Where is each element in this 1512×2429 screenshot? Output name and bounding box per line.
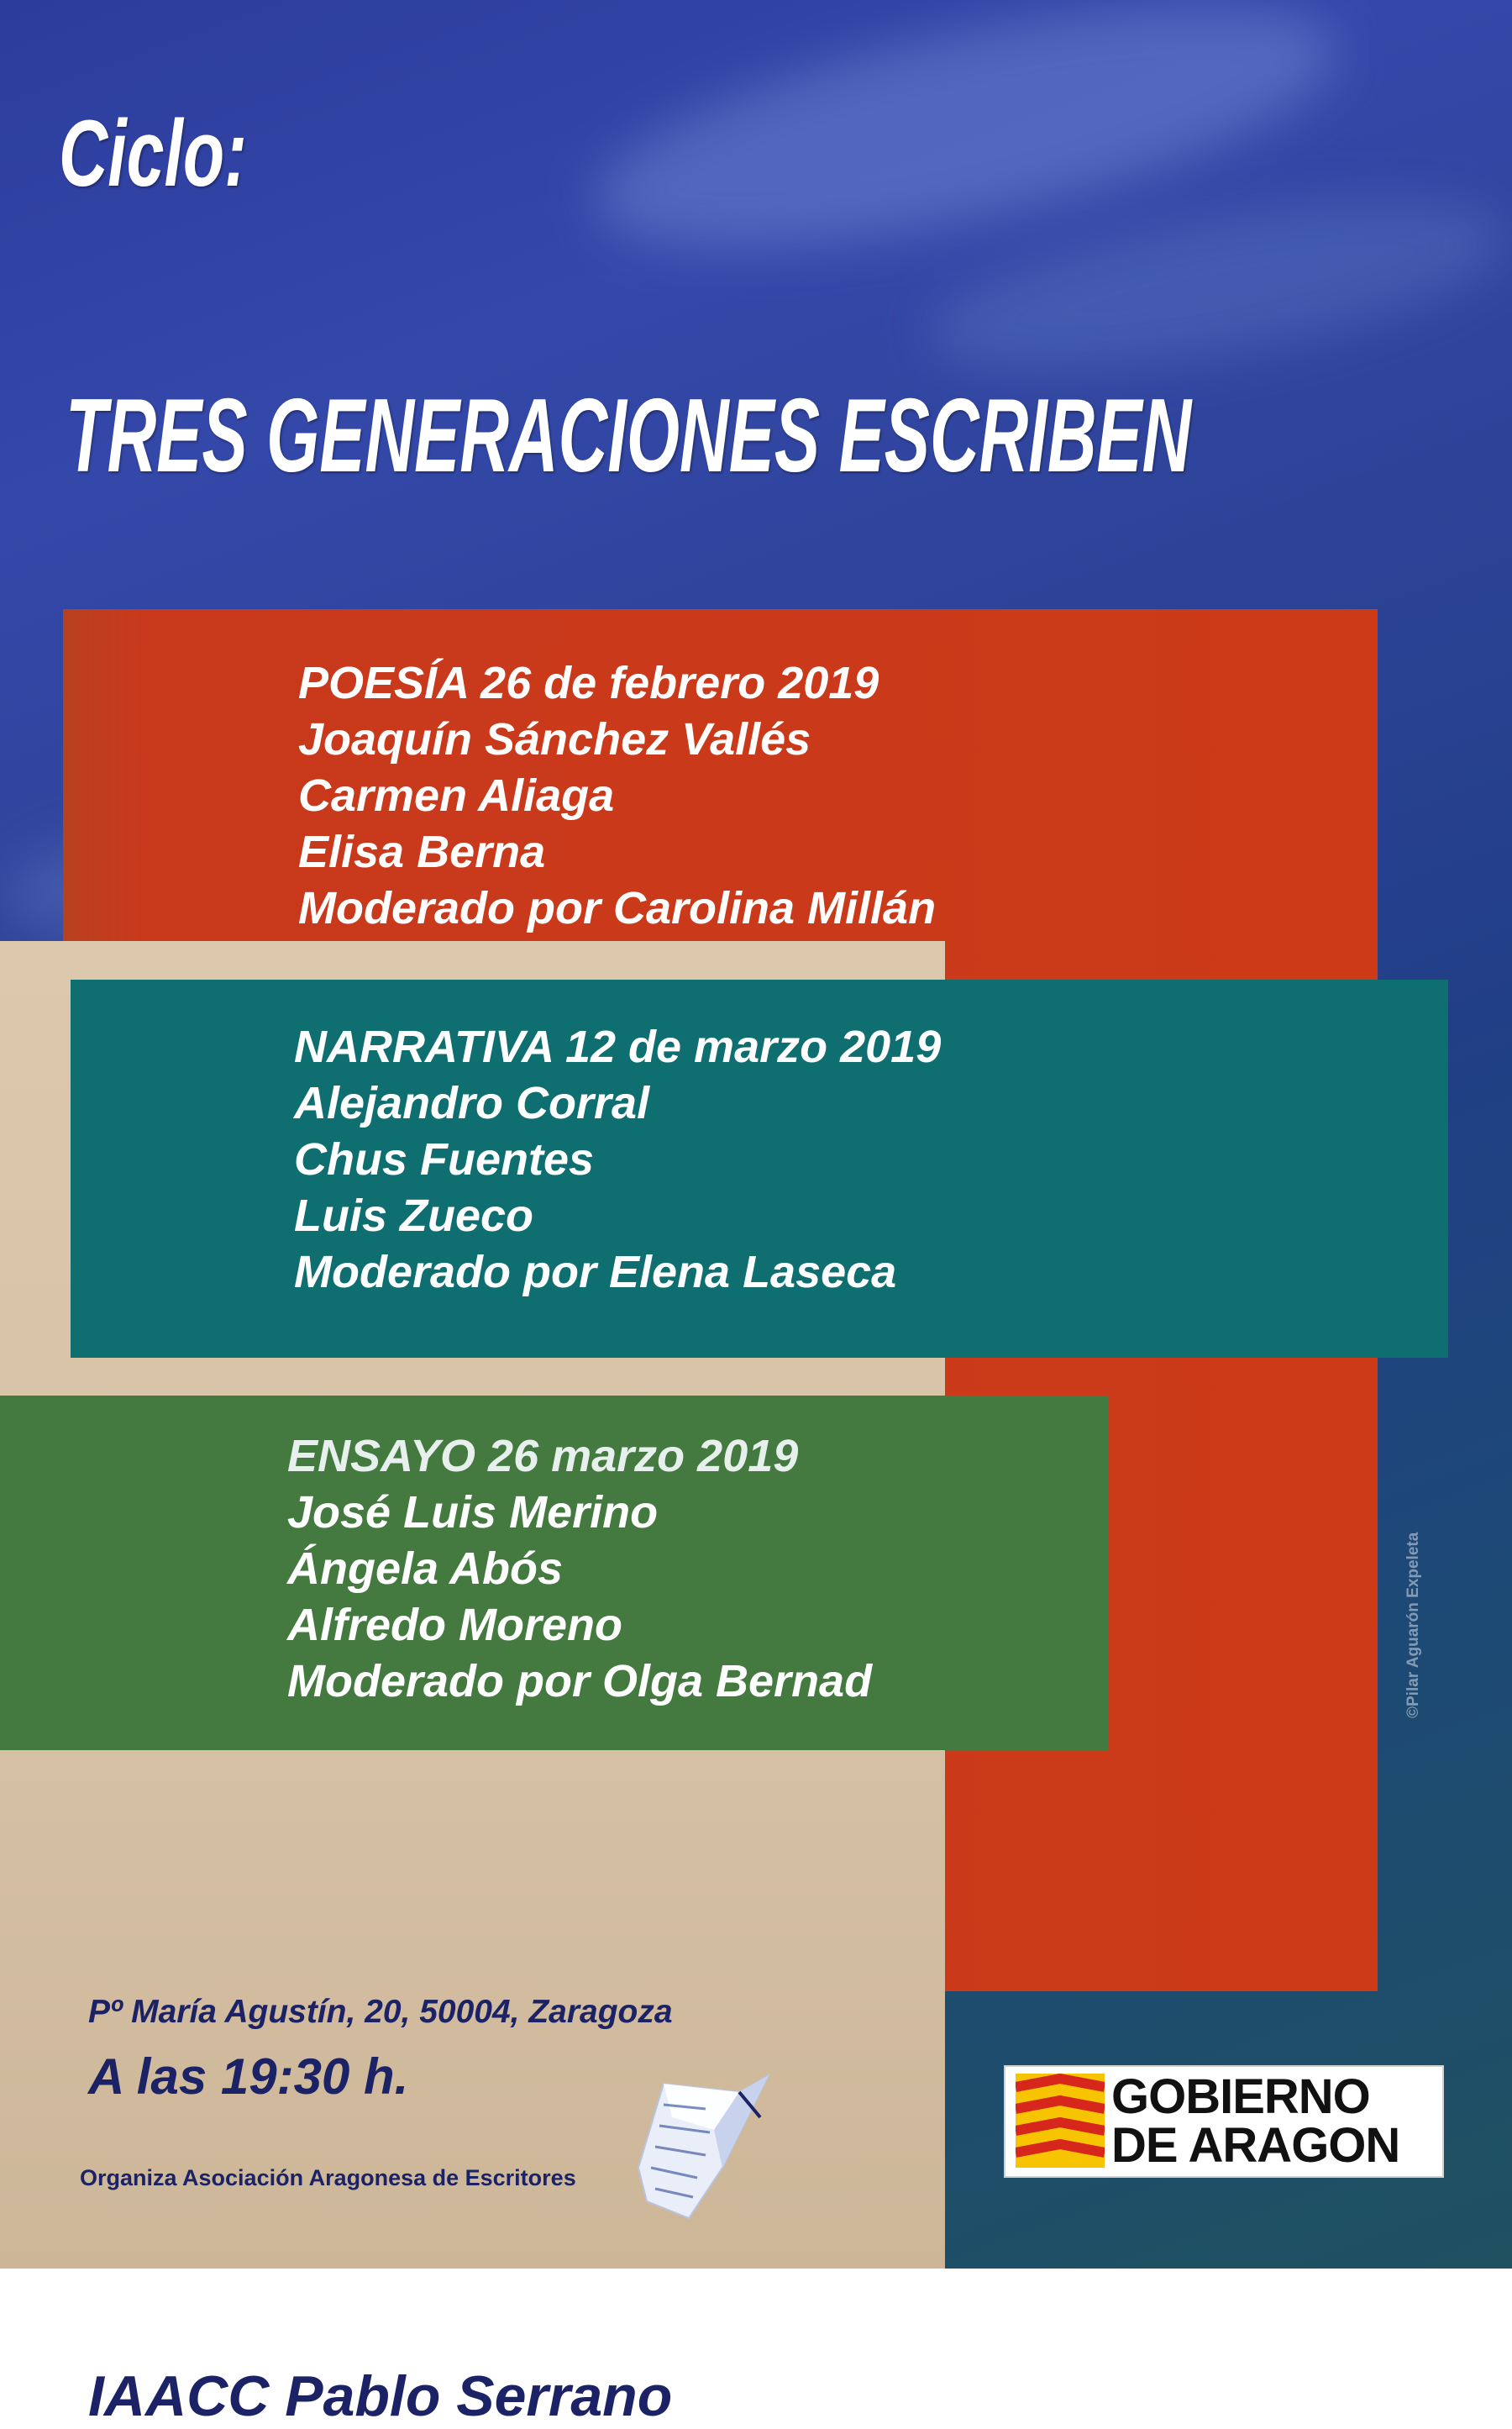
photo-credit: ©Pilar Aguarón Expeleta bbox=[1404, 1532, 1422, 1718]
iaacc-venue: IAACC Pablo Serrano bbox=[88, 2364, 673, 2428]
poesia-moderator: Moderado por Carolina Millán bbox=[298, 883, 937, 933]
gobierno-aragon-logo bbox=[1004, 2065, 1444, 2178]
title-tres-generaciones: TRES GENERACIONES ESCRIBEN bbox=[66, 378, 1192, 494]
aragon-flag-icon bbox=[1016, 2074, 1105, 2168]
ensayo-heading: ENSAYO 26 marzo 2019 bbox=[287, 1431, 799, 1481]
poesia-heading: POESÍA 26 de febrero 2019 bbox=[298, 658, 879, 708]
narrativa-author-2: Chus Fuentes bbox=[294, 1134, 595, 1185]
narrativa-author-1: Alejandro Corral bbox=[294, 1078, 650, 1128]
logo-line-gobierno: GOBIERNO bbox=[1111, 2069, 1370, 2124]
ensayo-moderator: Moderado por Olga Bernad bbox=[287, 1656, 873, 1706]
title-ciclo: Ciclo: bbox=[59, 101, 248, 206]
ensayo-author-3: Alfredo Moreno bbox=[287, 1600, 622, 1650]
narrativa-author-3: Luis Zueco bbox=[294, 1191, 534, 1241]
event-time: A las 19:30 h. bbox=[88, 2048, 409, 2105]
poesia-author-1: Joaquín Sánchez Vallés bbox=[298, 714, 811, 765]
narrativa-moderator: Moderado por Elena Laseca bbox=[294, 1247, 897, 1297]
poesia-author-3: Elisa Berna bbox=[298, 827, 546, 877]
logo-line-aragon: DE ARAGON bbox=[1111, 2118, 1400, 2173]
organizer-text: Organiza Asociación Aragonesa de Escritores bbox=[80, 2165, 576, 2190]
poesia-author-2: Carmen Aliaga bbox=[298, 770, 615, 821]
venue-address: Pº María Agustín, 20, 50004, Zaragoza bbox=[88, 1994, 673, 2030]
ensayo-author-1: José Luis Merino bbox=[287, 1487, 659, 1538]
ensayo-author-2: Ángela Abós bbox=[287, 1543, 564, 1594]
writers-association-logo-icon bbox=[613, 2067, 773, 2227]
narrativa-heading: NARRATIVA 12 de marzo 2019 bbox=[294, 1022, 942, 1072]
